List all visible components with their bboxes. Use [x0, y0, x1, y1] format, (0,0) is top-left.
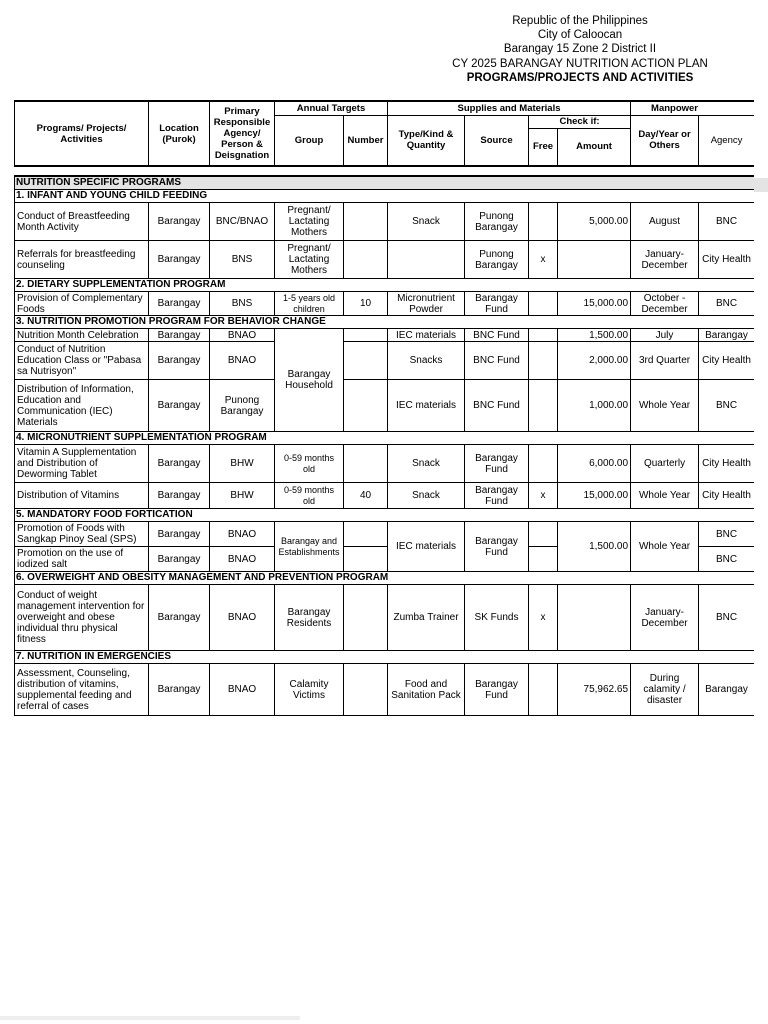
responsible-cell: BNAO — [210, 342, 275, 380]
source-cell: BNC Fund — [465, 329, 529, 342]
agency-cell: BNC — [699, 380, 754, 432]
scroll-gutter — [754, 178, 768, 192]
number-cell — [344, 241, 388, 279]
number-cell: 40 — [344, 483, 388, 509]
free-cell — [529, 547, 558, 572]
section-4-row — [15, 432, 755, 445]
col-free: Free — [529, 128, 558, 166]
number-cell — [344, 547, 388, 572]
type-cell: Snacks — [388, 342, 465, 380]
table-row — [15, 522, 755, 547]
location-cell: Barangay — [149, 203, 210, 241]
responsible-cell: Punong Barangay — [210, 380, 275, 432]
responsible-cell: BNAO — [210, 329, 275, 342]
col-day: Day/Year or Others — [631, 115, 699, 166]
agency-cell: City Health — [699, 342, 754, 380]
source-cell: BNC Fund — [465, 380, 529, 432]
activity-cell: Conduct of Breastfeeding Month Activity — [15, 203, 149, 241]
activity-cell: Promotion of Foods with Sangkap Pinoy Seal (SPS) — [15, 522, 149, 547]
activity-cell: Distribution of Information, Education and Communication (IEC) Materials — [15, 380, 149, 432]
group-cell: Calamity Victims — [275, 664, 344, 716]
section-7-title: 7. NUTRITION IN EMERGENCIES — [15, 651, 755, 664]
number-cell — [344, 585, 388, 651]
day-cell: Quarterly — [631, 445, 699, 483]
number-cell: 10 — [344, 292, 388, 316]
source-cell: Barangay Fund — [465, 483, 529, 509]
col-manpower: Manpower — [631, 101, 754, 115]
amount-cell — [558, 241, 631, 279]
day-cell: January-December — [631, 585, 699, 651]
page-footer-strip — [0, 1016, 300, 1020]
source-cell: Barangay Fund — [465, 664, 529, 716]
day-cell: Whole Year — [631, 483, 699, 509]
free-cell — [529, 203, 558, 241]
group-cell: Barangay Household — [275, 329, 344, 432]
day-cell: August — [631, 203, 699, 241]
amount-cell: 1,500.00 — [558, 329, 631, 342]
section-1-title: 1. INFANT AND YOUNG CHILD FEEDING — [15, 190, 755, 203]
responsible-cell: BHW — [210, 483, 275, 509]
free-cell — [529, 445, 558, 483]
responsible-cell: BNAO — [210, 664, 275, 716]
col-type: Type/Kind & Quantity — [388, 115, 465, 166]
free-cell — [529, 380, 558, 432]
location-cell: Barangay — [149, 483, 210, 509]
section-3-row — [15, 316, 755, 329]
amount-cell: 1,500.00 — [558, 522, 631, 572]
section-6-row — [15, 572, 755, 585]
table-row — [15, 342, 755, 380]
free-cell — [529, 522, 558, 547]
activity-cell: Nutrition Month Celebration — [15, 329, 149, 342]
type-cell: Snack — [388, 203, 465, 241]
agency-cell: City Health — [699, 445, 754, 483]
amount-cell: 15,000.00 — [558, 483, 631, 509]
responsible-cell: BNC/BNAO — [210, 203, 275, 241]
section-6-title: 6. OVERWEIGHT AND OBESITY MANAGEMENT AND PREVENTION PROGRAM — [15, 572, 755, 585]
location-cell: Barangay — [149, 585, 210, 651]
number-cell — [344, 203, 388, 241]
header-country: Republic of the Philippines — [512, 15, 648, 27]
number-cell — [344, 522, 388, 547]
type-cell: IEC materials — [388, 380, 465, 432]
agency-cell: City Health — [699, 241, 754, 279]
source-cell: Barangay Fund — [465, 522, 529, 572]
source-cell: BNC Fund — [465, 342, 529, 380]
number-cell — [344, 342, 388, 380]
number-cell — [344, 664, 388, 716]
location-cell: Barangay — [149, 329, 210, 342]
group-cell: Barangay and Establishments — [275, 522, 344, 572]
location-cell: Barangay — [149, 547, 210, 572]
location-cell: Barangay — [149, 664, 210, 716]
section-5-title: 5. MANDATORY FOOD FORTICATION — [15, 509, 755, 522]
location-cell: Barangay — [149, 445, 210, 483]
table-row — [15, 445, 755, 483]
section-1-row — [15, 190, 755, 203]
col-annual-targets: Annual Targets — [275, 101, 388, 115]
header-barangay: Barangay 15 Zone 2 District II — [503, 43, 657, 56]
section-5-row — [15, 509, 755, 522]
table-row — [15, 241, 755, 279]
responsible-cell: BHW — [210, 445, 275, 483]
number-cell — [344, 329, 388, 342]
agency-cell: BNC — [699, 585, 754, 651]
table-row — [15, 664, 755, 716]
day-cell: July — [631, 329, 699, 342]
type-cell: Micronutrient Powder — [388, 292, 465, 316]
activity-cell: Referrals for breastfeeding counseling — [15, 241, 149, 279]
day-cell: During calamity / disaster — [631, 664, 699, 716]
group-cell: 0-59 months old — [275, 445, 344, 483]
amount-cell: 75,962.65 — [558, 664, 631, 716]
col-location: Location (Purok) — [149, 101, 210, 166]
section-3-title: 3. NUTRITION PROMOTION PROGRAM FOR BEHAVIOR CHANGE — [15, 316, 755, 329]
number-cell — [344, 380, 388, 432]
agency-cell: Barangay — [699, 329, 754, 342]
col-group: Group — [275, 115, 344, 166]
type-cell — [388, 241, 465, 279]
col-responsible: Primary Responsible Agency/ Person & Deisgnation — [210, 101, 275, 166]
number-cell — [344, 445, 388, 483]
section-2-title: 2. DIETARY SUPPLEMENTATION PROGRAM — [15, 279, 755, 292]
responsible-cell: BNAO — [210, 547, 275, 572]
group-cell: Barangay Residents — [275, 585, 344, 651]
source-cell: Barangay Fund — [465, 292, 529, 316]
agency-cell: BNC — [699, 522, 754, 547]
col-activities: Programs/ Projects/ Activities — [15, 101, 149, 166]
table-row — [15, 380, 755, 432]
col-number: Number — [344, 115, 388, 166]
section-7-row — [15, 651, 755, 664]
activity-cell: Promotion on the use of iodized salt — [15, 547, 149, 572]
group-cell: 1-5 years old children — [275, 292, 344, 316]
responsible-cell: BNAO — [210, 522, 275, 547]
amount-cell: 6,000.00 — [558, 445, 631, 483]
free-cell — [529, 329, 558, 342]
header-section-title: PROGRAMS/PROJECTS AND ACTIVITIES — [466, 71, 694, 84]
table-row — [15, 329, 755, 342]
source-cell: Punong Barangay — [465, 203, 529, 241]
type-cell: IEC materials — [388, 522, 465, 572]
amount-cell — [558, 585, 631, 651]
col-check-if: Check if: — [529, 115, 631, 128]
type-cell: Food and Sanitation Pack — [388, 664, 465, 716]
activity-cell: Vitamin A Supplementation and Distribution of Deworming Tablet — [15, 445, 149, 483]
free-cell: x — [529, 241, 558, 279]
amount-cell: 5,000.00 — [558, 203, 631, 241]
type-cell: Zumba Trainer — [388, 585, 465, 651]
location-cell: Barangay — [149, 522, 210, 547]
location-cell: Barangay — [149, 292, 210, 316]
location-cell: Barangay — [149, 342, 210, 380]
day-cell: Whole Year — [631, 380, 699, 432]
header-spacer — [15, 166, 755, 176]
group-cell: Pregnant/ Lactating Mothers — [275, 241, 344, 279]
responsible-cell: BNS — [210, 292, 275, 316]
free-cell — [529, 342, 558, 380]
action-plan-table — [14, 100, 754, 716]
group-cell: 0-59 months old — [275, 483, 344, 509]
free-cell: x — [529, 585, 558, 651]
col-amount: Amount — [558, 128, 631, 166]
agency-cell: BNC — [699, 203, 754, 241]
main-heading: NUTRITION SPECIFIC PROGRAMS — [15, 176, 755, 190]
responsible-cell: BNS — [210, 241, 275, 279]
location-cell: Barangay — [149, 380, 210, 432]
amount-cell: 2,000.00 — [558, 342, 631, 380]
col-agency: Agency — [699, 115, 754, 166]
day-cell: January-December — [631, 241, 699, 279]
col-supplies: Supplies and Materials — [388, 101, 631, 115]
source-cell: Punong Barangay — [465, 241, 529, 279]
col-source: Source — [465, 115, 529, 166]
day-cell: October - December — [631, 292, 699, 316]
amount-cell: 1,000.00 — [558, 380, 631, 432]
day-cell: 3rd Quarter — [631, 342, 699, 380]
agency-cell: Barangay — [699, 664, 754, 716]
activity-cell: Provision of Complementary Foods — [15, 292, 149, 316]
table-row — [15, 203, 755, 241]
day-cell: Whole Year — [631, 522, 699, 572]
free-cell: x — [529, 483, 558, 509]
activity-cell: Distribution of Vitamins — [15, 483, 149, 509]
section-2-row — [15, 279, 755, 292]
source-cell: Barangay Fund — [465, 445, 529, 483]
agency-cell: City Health — [699, 483, 754, 509]
type-cell: IEC materials — [388, 329, 465, 342]
table-row — [15, 585, 755, 651]
source-cell: SK Funds — [465, 585, 529, 651]
location-cell: Barangay — [149, 241, 210, 279]
header-plan-title: CY 2025 BARANGAY NUTRITION ACTION PLAN — [452, 57, 708, 70]
type-cell: Snack — [388, 445, 465, 483]
table-row — [15, 292, 755, 316]
section-4-title: 4. MICRONUTRIENT SUPPLEMENTATION PROGRAM — [15, 432, 755, 445]
table-row — [15, 483, 755, 509]
free-cell — [529, 292, 558, 316]
activity-cell: Assessment, Counseling, distribution of vitamins, supplemental feeding and referral of cases — [15, 664, 149, 716]
agency-cell: BNC — [699, 547, 754, 572]
amount-cell: 15,000.00 — [558, 292, 631, 316]
activity-cell: Conduct of weight management intervention for overweight and obese individual thru physical fitness — [15, 585, 149, 651]
free-cell — [529, 664, 558, 716]
main-heading-row — [15, 176, 755, 190]
activity-cell: Conduct of Nutrition Education Class or "Pabasa sa Nutrisyon" — [15, 342, 149, 380]
responsible-cell: BNAO — [210, 585, 275, 651]
agency-cell: BNC — [699, 292, 754, 316]
header-city: City of Caloocan — [537, 29, 623, 42]
type-cell: Snack — [388, 483, 465, 509]
header-row-1 — [15, 101, 755, 115]
group-cell: Pregnant/ Lactating Mothers — [275, 203, 344, 241]
